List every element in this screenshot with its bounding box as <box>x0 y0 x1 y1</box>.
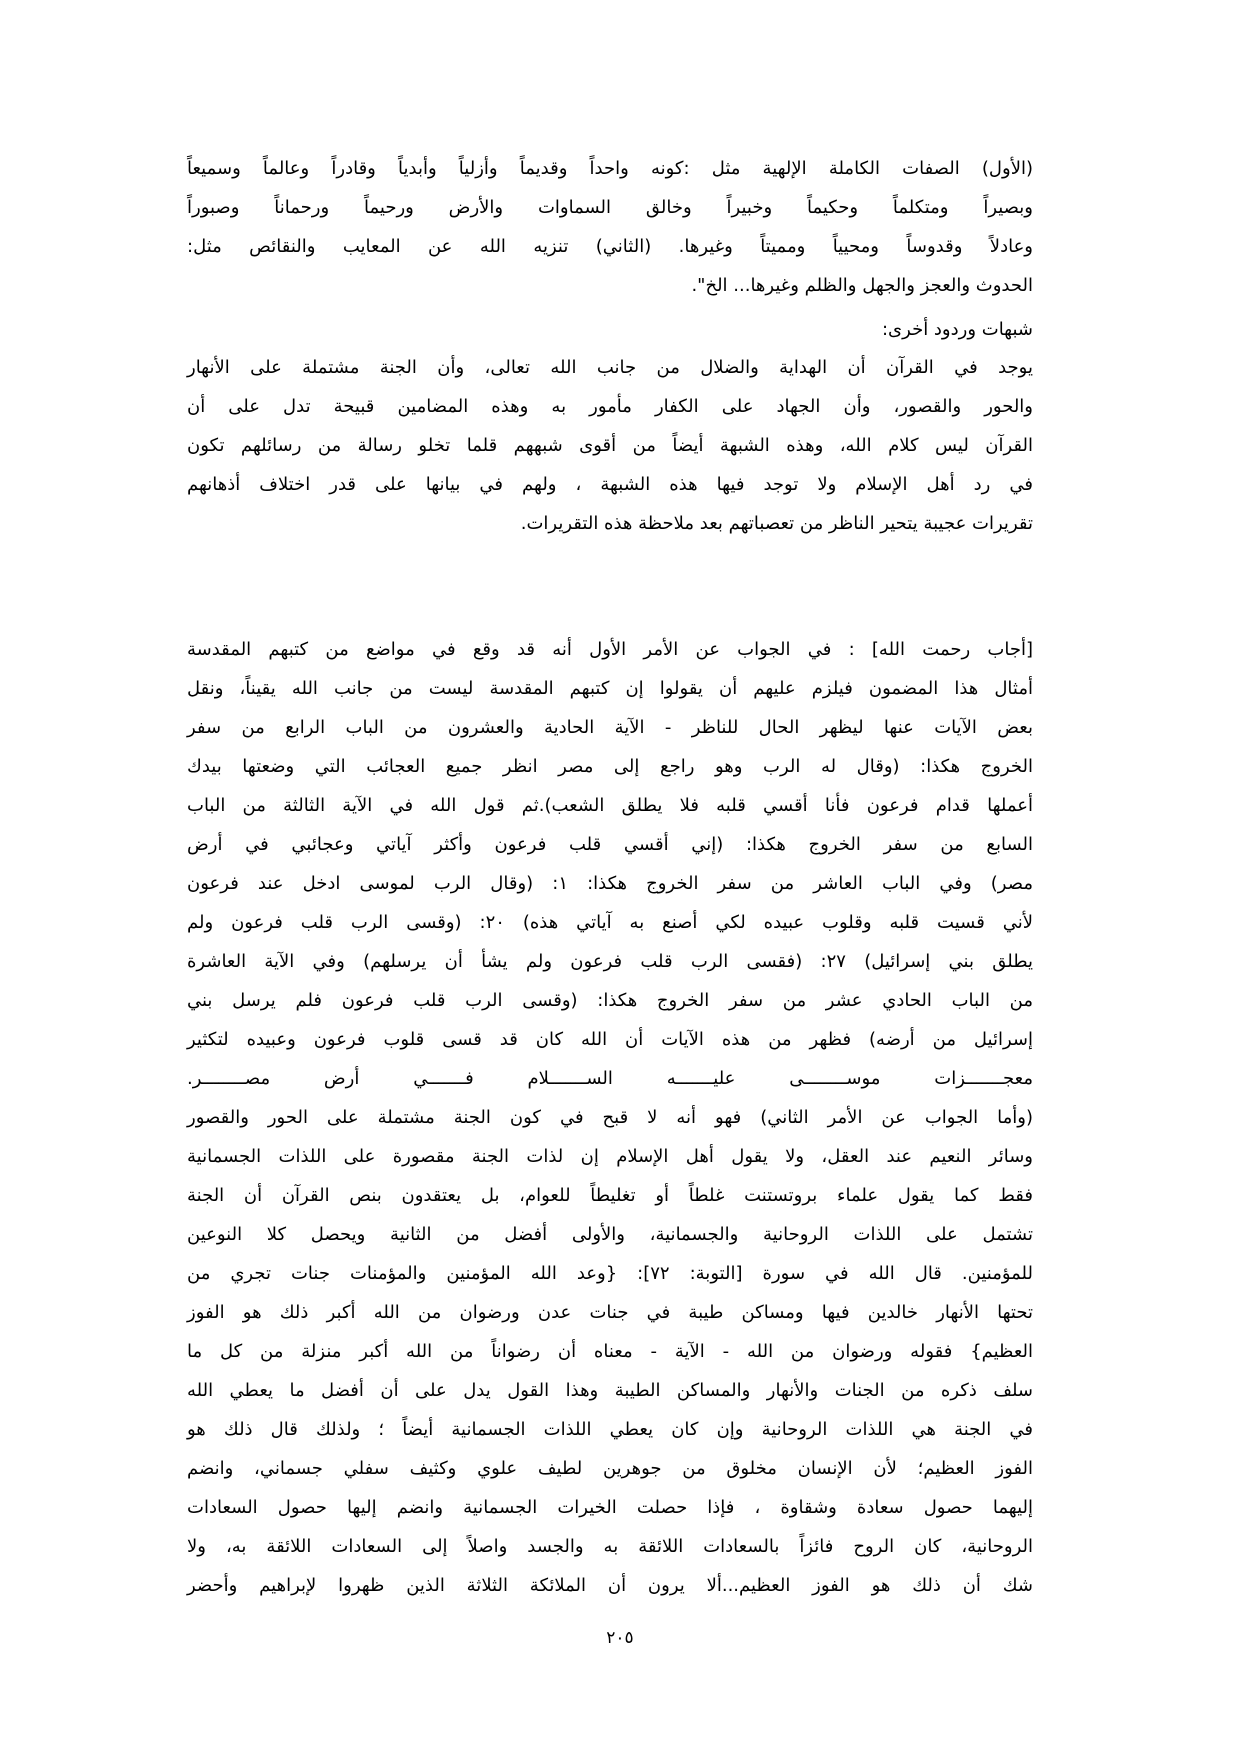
text-line: شك أن ذلك هو الفوز العظيم...ألا يرون أن الملائكة الثلاثة الذين ظهروا لإبراهيم وأحضر <box>187 1575 1033 1596</box>
text-line: وعادلاً وقدوساً ومحيياً ومميتاً وغيرها. (الثاني) تنزيه الله عن المعايب والنقائص مثل: <box>187 236 1033 257</box>
text-line: تحتها الأنهار خالدين فيها ومساكن طيبة في جنات عدن ورضوان من الله أكبر ذلك هو الفوز <box>187 1302 1033 1323</box>
text-line: للمؤمنين. قال الله في سورة [التوبة: ٧٢]: {وعد الله المؤمنين والمؤمنات جنات تجري من <box>187 1263 1033 1284</box>
text-line: تقريرات عجيبة يتحير الناظر من تعصباتهم بعد ملاحظة هذه التقريرات. <box>520 513 1033 534</box>
text-line: الروحانية، كان الروح فائزاً بالسعادات اللائقة به والجسد واصلاً إلى السعادات اللائقة به، ولا <box>187 1536 1033 1557</box>
text-line: أمثال هذا المضمون فيلزم عليهم أن يقولوا إن كتبهم المقدسة ليست من جانب الله يقيناً، ونقل <box>187 678 1033 699</box>
text-line: بعض الآيات عنها ليظهر الحال للناظر - الآية الحادية والعشرون من الباب الرابع من سفر <box>187 717 1033 738</box>
paragraph-answer <box>187 630 1033 1605</box>
text-line: يوجد في القرآن أن الهداية والضلال من جانب الله تعالى، وأن الجنة مشتملة على الأنهار <box>187 357 1033 378</box>
text-line: يطلق بني إسرائيل) ٢٧: (فقسى الرب قلب فرعون ولم يشأ أن يرسلهم) وفي الآية العاشرة <box>187 951 1034 972</box>
section-heading <box>187 310 1033 349</box>
text-line: معجـــــــزات موســــــــى عليـــــــه الســـــــلام فـــــــي أرض مصــــــــر. <box>187 1068 1033 1089</box>
text-line: في رد أهل الإسلام ولا توجد فيها هذه الشبهة ، ولهم في بيانها على قدر اختلاف أذهانهم <box>187 474 1033 495</box>
text-line: (الأول) الصفات الكاملة الإلهية مثل :كونه واحداً وقديماً وأزلياً وأبدياً وقادراً وعالماً وسميعاً <box>187 158 1033 179</box>
text-line: الفوز العظيم؛ لأن الإنسان مخلوق من جوهرين لطيف علوي وكثيف سفلي جسماني، وانضم <box>187 1458 1033 1479</box>
text-line: الحدوث والعجز والجهل والظلم وغيرها... الخ". <box>691 275 1033 296</box>
text-line: تشتمل على اللذات الروحانية والجسمانية، والأولى أفضل من الثانية ويحصل كلا النوعين <box>187 1224 1033 1245</box>
text-line: لأني قسيت قلبه وقلوب عبيده لكي أصنع به آياتي هذه) ٢٠: (وقسى الرب قلب فرعون ولم <box>187 912 1033 933</box>
text-line: فقط كما يقول علماء بروتستنت غلطاً أو تغليطاً للعوام، بل يعتقدون بنص القرآن أن الجنة <box>187 1185 1033 1206</box>
text-line: والحور والقصور، وأن الجهاد على الكفار مأمور به وهذه المضامين قبيحة تدل على أن <box>187 396 1033 417</box>
text-line: القرآن ليس كلام الله، وهذه الشبهة أيضاً من أقوى شبههم قلما تخلو رسالة من رسائلهم تكون <box>187 435 1033 456</box>
text-line: السابع من سفر الخروج هكذا: (إني أقسي قلب فرعون وأكثر آياتي وعجائبي في أرض <box>187 834 1033 855</box>
text-line: الخروج هكذا: (وقال له الرب وهو راجع إلى مصر انظر جميع العجائب التي وضعتها بيدك <box>187 756 1033 777</box>
text-line: في الجنة هي اللذات الروحانية وإن كان يعطي اللذات الجسمانية أيضاً ؛ ولذلك قال ذلك هو <box>187 1419 1033 1440</box>
paragraph-attributes <box>187 149 1033 305</box>
text-line: (وأما الجواب عن الأمر الثاني) فهو أنه لا قبح في كون الجنة مشتملة على الحور والقصور <box>187 1107 1033 1128</box>
text-line: إليهما حصول سعادة وشقاوة ، فإذا حصلت الخيرات الجسمانية وانضم إليها حصول السعادات <box>187 1497 1033 1518</box>
text-line: وسائر النعيم عند العقل، ولا يقول أهل الإسلام إن لذات الجنة مقصورة على اللذات الجسمانية <box>187 1146 1033 1167</box>
text-line: من الباب الحادي عشر من سفر الخروج هكذا: (وقسى الرب قلب فرعون فلم يرسل بني <box>187 990 1033 1011</box>
text-line: إسرائيل من أرضه) فظهر من هذه الآيات أن الله كان قد قسى قلوب فرعون وعبيده لتكثير <box>187 1029 1033 1050</box>
heading-text: شبهات وردود أخرى: <box>881 319 1033 340</box>
text-line: وبصيراً ومتكلماً وحكيماً وخبيراً وخالق السماوات والأرض ورحيماً ورحماناً وصبوراً <box>187 197 1033 218</box>
text-line: سلف ذكره من الجنات والأنهار والمساكن الطيبة وهذا القول يدل على أن أفضل ما يعطي الله <box>187 1380 1033 1401</box>
text-line: [أجاب رحمت الله] : في الجواب عن الأمر الأول أنه قد وقع في مواضع من كتبهم المقدسة <box>187 639 1033 660</box>
text-line: أعملها قدام فرعون فأنا أقسي قلبه فلا يطلق الشعب).ثم قول الله في الآية الثالثة من الباب <box>187 795 1033 816</box>
paragraph-objection <box>187 348 1033 543</box>
text-line: العظيم} فقوله ورضوان من الله - الآية - معناه أن رضواناً من الله أكبر منزلة من كل ما <box>187 1341 1033 1362</box>
page-number: ٢٠٥ <box>606 1628 634 1648</box>
text-line: مصر) وفي الباب العاشر من سفر الخروج هكذا: ١: (وقال الرب لموسى ادخل عند فرعون <box>187 873 1033 894</box>
